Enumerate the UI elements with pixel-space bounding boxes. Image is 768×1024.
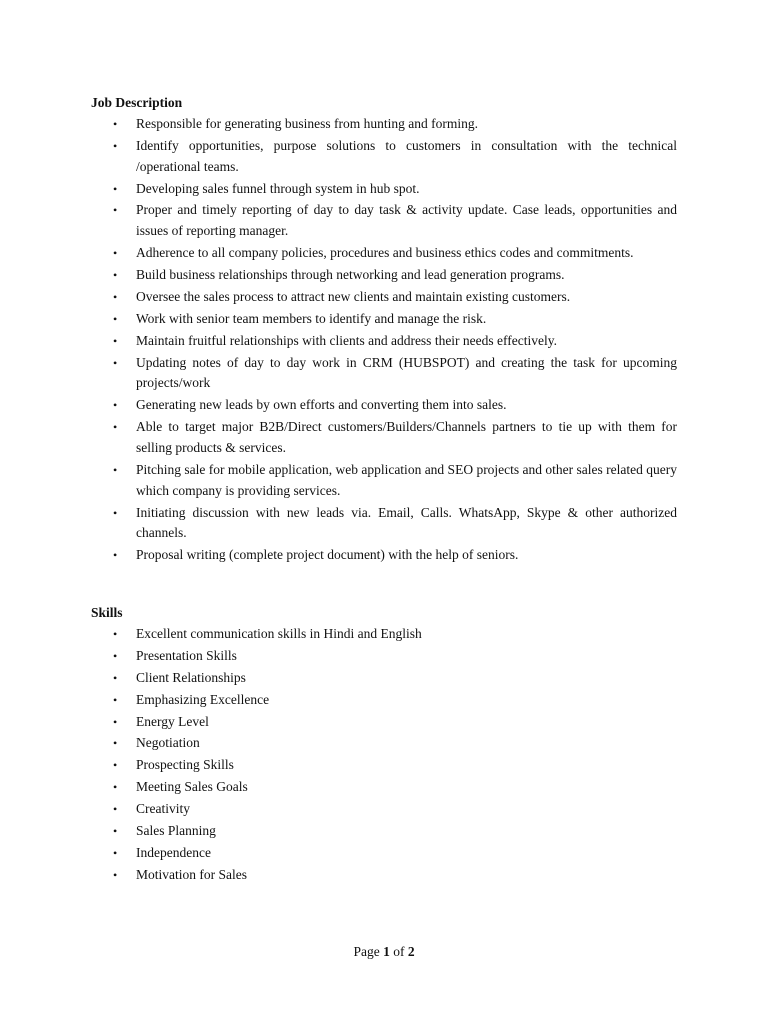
bullet-icon: • [113, 268, 118, 283]
list-item-text: Sales Planning [136, 823, 216, 839]
bullet-icon: • [113, 462, 118, 477]
list-item-text: Emphasizing Excellence [136, 691, 270, 707]
list-item-text: Work with senior team members to identify and manage the risk. [136, 310, 487, 326]
list-item [113, 712, 677, 733]
list-item-text: Able to target major B2B/Direct customers/Builders/Channels partners to tie up with them for selling products & services. [136, 419, 677, 455]
bullet-icon: • [113, 867, 118, 882]
list-item-text: Maintain fruitful relationships with clients and address their needs effectively. [136, 332, 558, 348]
list-item [113, 309, 677, 330]
list-item [113, 114, 677, 135]
list-item-text: Adherence to all company policies, procedures and business ethics codes and commitments. [136, 245, 634, 261]
list-item [113, 460, 677, 502]
list-item [113, 865, 677, 886]
bullet-icon: • [113, 505, 118, 520]
list-item [113, 821, 677, 842]
list-item [113, 331, 677, 352]
page-number-footer [0, 942, 768, 962]
bullet-icon: • [113, 627, 118, 641]
bullet-icon: • [113, 333, 118, 348]
list-item-text: Energy Level [136, 713, 209, 729]
list-item-text: Client Relationships [136, 669, 246, 685]
bullet-icon: • [113, 398, 118, 413]
bullet-icon: • [113, 714, 118, 729]
list-item [113, 799, 677, 820]
current-page-number: 1 [383, 944, 390, 959]
list-item-text: Prospecting Skills [136, 757, 234, 773]
list-item [113, 417, 677, 459]
bullet-icon: • [113, 824, 118, 839]
list-item [113, 843, 677, 864]
bullet-icon: • [113, 548, 118, 563]
list-item [113, 690, 677, 711]
bullet-icon: • [113, 138, 118, 153]
bullet-icon: • [113, 246, 118, 261]
list-item [113, 353, 677, 395]
list-item [113, 624, 677, 645]
bullet-icon: • [113, 780, 118, 795]
bullet-icon: • [113, 758, 118, 773]
list-item-text: Identify opportunities, purpose solutions to customers in consultation with the technical /operational teams. [136, 137, 677, 174]
list-item-text: Updating notes of day to day work in CRM (HUBSPOT) and creating the task for upcoming projects/work [136, 354, 677, 391]
list-item [113, 265, 677, 286]
list-item-text: Excellent communication skills in Hindi and English [136, 626, 422, 641]
list-item-text: Oversee the sales process to attract new clients and maintain existing customers. [136, 288, 571, 304]
bullet-icon: • [113, 420, 118, 435]
skills-list [0, 624, 677, 887]
of-word: of [393, 944, 405, 959]
job-description-list [0, 114, 677, 567]
bullet-icon: • [113, 670, 118, 685]
bullet-icon: • [113, 355, 118, 370]
list-item [113, 755, 677, 776]
list-item [113, 243, 677, 264]
bullet-icon: • [113, 692, 118, 707]
list-item [113, 287, 677, 308]
list-item [113, 395, 677, 416]
list-item [113, 733, 677, 754]
job-description-heading: Job Description [91, 95, 183, 110]
bullet-icon: • [113, 117, 118, 131]
list-item [113, 179, 677, 200]
bullet-icon: • [113, 311, 118, 326]
bullet-icon: • [113, 203, 118, 218]
list-item-text: Motivation for Sales [136, 866, 247, 882]
list-item-text: Pitching sale for mobile application, web application and SEO projects and other sales related query which company is providing services. [136, 461, 677, 498]
list-item-text: Initiating discussion with new leads via. Email, Calls. WhatsApp, Skype & other authorized channels. [136, 504, 677, 541]
list-item [113, 545, 677, 566]
list-item [113, 777, 677, 798]
list-item-text: Proper and timely reporting of day to day task & activity update. Case leads, opportunities and issues of reporting manager. [136, 202, 677, 239]
list-item [113, 136, 677, 178]
list-item-text: Responsible for generating business from hunting and forming. [136, 116, 478, 131]
list-item-text: Build business relationships through networking and lead generation programs. [136, 267, 565, 283]
bullet-icon: • [113, 736, 118, 751]
bullet-icon: • [113, 648, 118, 663]
list-item [113, 646, 677, 667]
bullet-icon: • [113, 181, 118, 196]
list-item [113, 503, 677, 545]
list-item-text: Proposal writing (complete project document) with the help of seniors. [136, 547, 519, 563]
list-item-text: Independence [136, 844, 211, 860]
total-pages-number: 2 [407, 944, 415, 959]
bullet-icon: • [113, 845, 118, 860]
list-item-text: Meeting Sales Goals [136, 779, 248, 795]
list-item [113, 668, 677, 689]
bullet-icon: • [113, 289, 118, 304]
list-item-text: Creativity [136, 801, 190, 817]
list-item-text: Generating new leads by own efforts and converting them into sales. [136, 397, 507, 413]
page-word: Page [353, 944, 380, 959]
list-item-text: Developing sales funnel through system in hub spot. [136, 180, 420, 196]
list-item-text: Negotiation [136, 735, 200, 751]
bullet-icon: • [113, 802, 118, 817]
list-item-text: Presentation Skills [136, 647, 237, 663]
list-item [113, 200, 677, 242]
skills-heading: Skills [91, 605, 123, 620]
